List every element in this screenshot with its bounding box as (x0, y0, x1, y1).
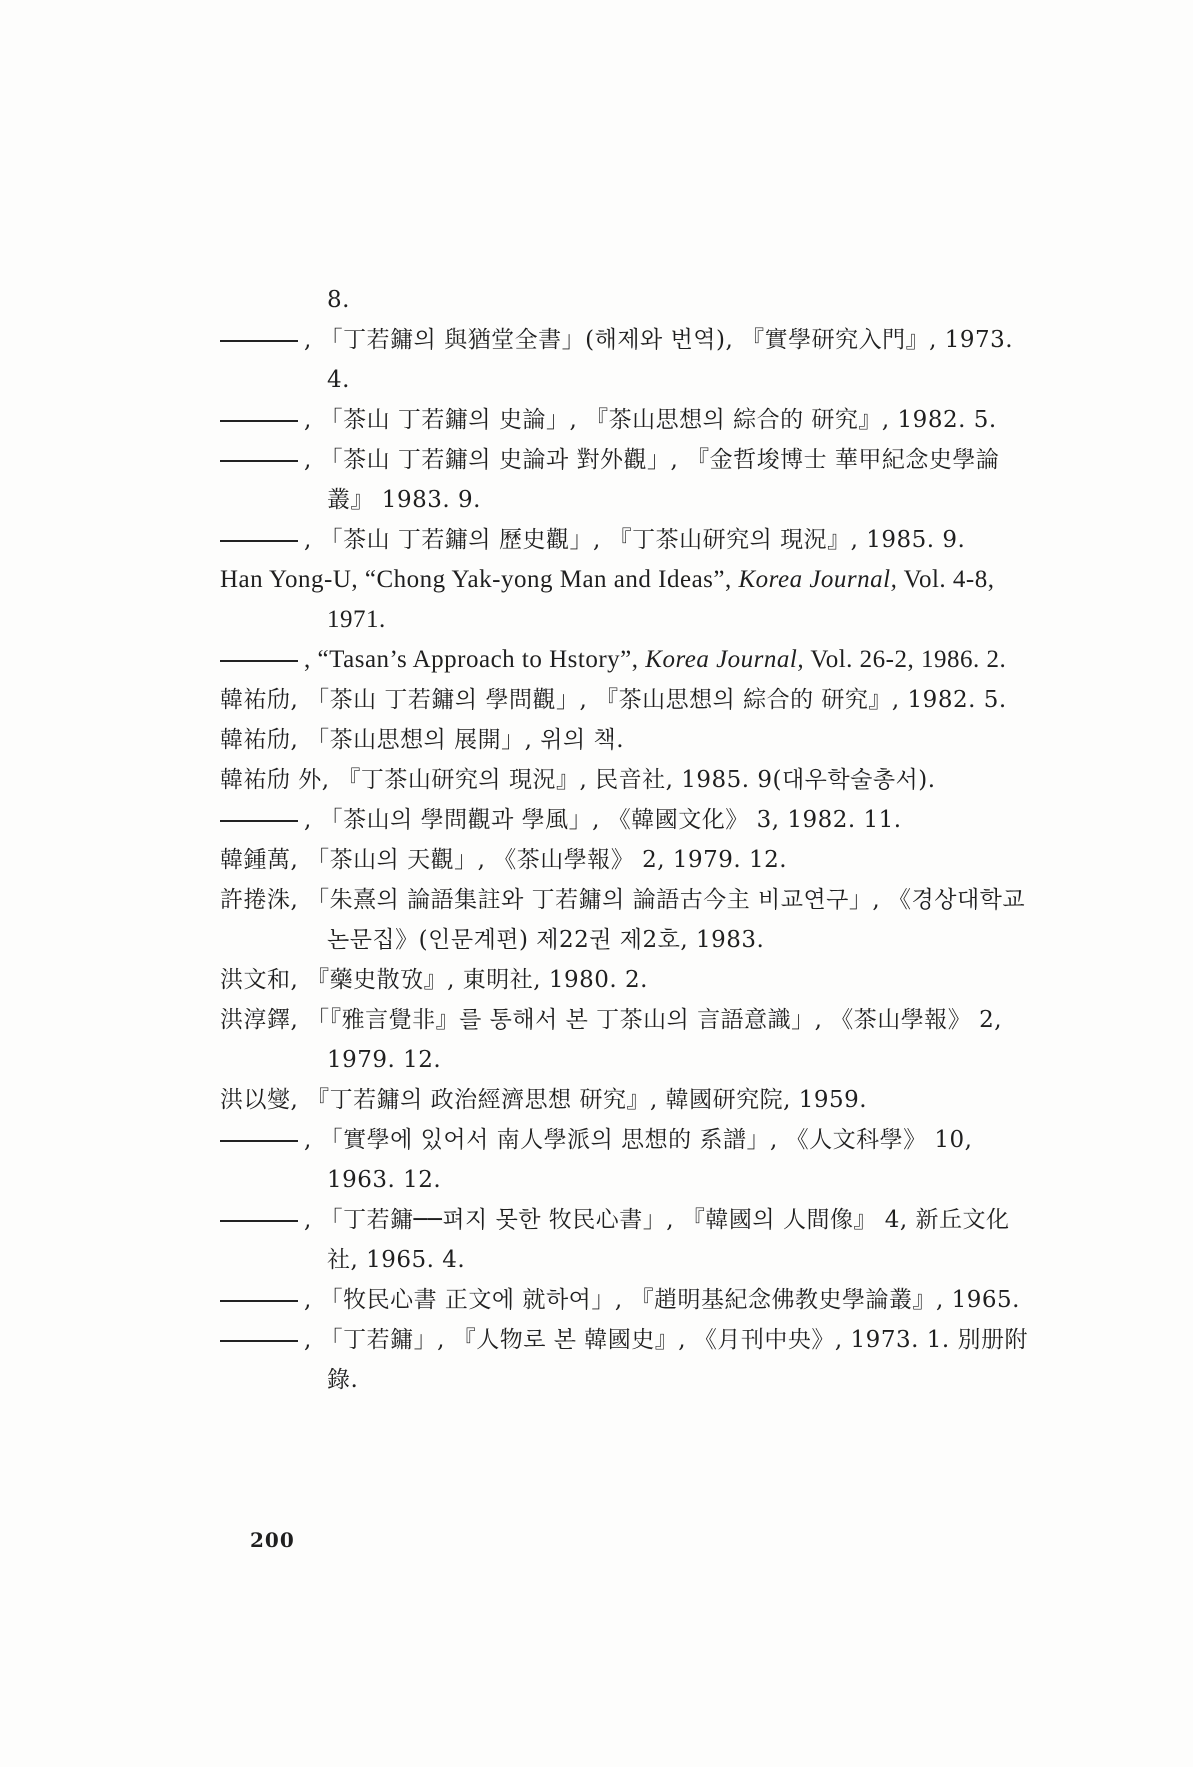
entry-title: , “Tasan’s Approach to Hstory”, (304, 646, 646, 673)
entry-journal: Korea Journal, (738, 566, 898, 593)
bibliography-entry (220, 880, 1040, 960)
bibliography-entry (220, 280, 1040, 320)
ditto-dash (220, 420, 298, 422)
entry-text: 韓祐劤 外, 『丁茶山研究의 現況』, 民音社, 1985. 9(대우학술총서). (220, 767, 936, 793)
entry-text: , 「丁若鏞──펴지 못한 牧民心書」, 『韓國의 人間像』 4, 新丘文化社, 1965. 4. (304, 1207, 1010, 1273)
bibliography-entry (220, 400, 1040, 440)
ditto-dash (220, 340, 298, 342)
bibliography-entry (220, 1080, 1040, 1120)
bibliography-entry (220, 720, 1040, 760)
bibliography-entry (220, 1200, 1040, 1280)
bibliography-entry (220, 640, 1040, 680)
ditto-dash (220, 540, 298, 542)
ditto-dash (220, 1340, 298, 1342)
entry-text: 韓祐劤, 「茶山思想의 展開」, 위의 책. (220, 727, 625, 753)
bibliography-entry (220, 960, 1040, 1000)
ditto-dash (220, 1220, 298, 1222)
entry-text: 洪以燮, 『丁若鏞의 政治經濟思想 研究』, 韓國研究院, 1959. (220, 1087, 868, 1113)
bibliography-entry (220, 800, 1040, 840)
entry-text: , 「丁若鏞」, 『人物로 본 韓國史』, 《月刊中央》, 1973. 1. 別册附錄. (304, 1327, 1028, 1393)
entry-text: , 「實學에 있어서 南人學派의 思想的 系譜」, 《人文科學》 10, 1963. 12. (304, 1127, 973, 1193)
entry-text: , 「茶山 丁若鏞의 史論」, 『茶山思想의 綜合的 研究』, 1982. 5. (304, 407, 997, 433)
ditto-dash (220, 1300, 298, 1302)
bibliography-entry (220, 680, 1040, 720)
entry-text: 洪文和, 『藥史散攷』, 東明社, 1980. 2. (220, 967, 648, 993)
entry-text: , 「茶山의 學問觀과 學風」, 《韓國文化》 3, 1982. 11. (304, 807, 902, 833)
bibliography-entry (220, 320, 1040, 400)
entry-journal: Korea Journal, (645, 646, 805, 673)
entry-text: 韓鍾萬, 「茶山의 天觀」, 《茶山學報》 2, 1979. 12. (220, 847, 788, 873)
entry-text: , 「牧民心書 正文에 就하여」, 『趙明基紀念佛教史學論叢』, 1965. (304, 1287, 1020, 1313)
entry-text: 許捲洙, 「朱熹의 論語集註와 丁若鏞의 論語古今主 비교연구」, 《경상대학교논문집》(인문계편) 제22권 제2호, 1983. (220, 887, 1026, 953)
bibliography-list (220, 280, 1040, 1400)
entry-text: , 「茶山 丁若鏞의 史論과 對外觀」, 『金哲埈博士 華甲紀念史學論叢』 1983. 9. (304, 447, 1000, 513)
bibliography-entry (220, 1320, 1040, 1400)
entry-author: Han Yong-U, (220, 566, 365, 593)
bibliography-entry (220, 1000, 1040, 1080)
entry-text: , 「茶山 丁若鏞의 歷史觀」, 『丁茶山研究의 現況』, 1985. 9. (304, 527, 966, 553)
bibliography-entry (220, 840, 1040, 880)
page-number: 200 (250, 1528, 295, 1552)
bibliography-entry (220, 760, 1040, 800)
entry-title: “Chong Yak-yong Man and Ideas”, (364, 566, 739, 593)
entry-text: 洪淳鐸, 「『雅言覺非』를 통해서 본 丁茶山의 言語意識」, 《茶山學報》 2, 1979. 12. (220, 1007, 1003, 1073)
ditto-dash (220, 1140, 298, 1142)
bibliography-entry (220, 1120, 1040, 1200)
bibliography-entry (220, 440, 1040, 520)
entry-text: 韓祐劤, 「茶山 丁若鏞의 學問觀」, 『茶山思想의 綜合的 研究』, 1982. 5. (220, 687, 1007, 713)
ditto-dash (220, 460, 298, 462)
entry-text: Vol. 4-8, 1971. (327, 566, 995, 633)
bibliography-entry (220, 560, 1040, 640)
bibliography-entry (220, 1280, 1040, 1320)
entry-text: , 「丁若鏞의 與猶堂全書」(해제와 번역), 『實學研究入門』, 1973. 4. (304, 327, 1014, 393)
entry-text: Vol. 26-2, 1986. 2. (804, 646, 1007, 673)
entry-text: 8. (327, 287, 350, 313)
ditto-dash (220, 820, 298, 822)
bibliography-entry (220, 520, 1040, 560)
ditto-dash (220, 660, 298, 662)
